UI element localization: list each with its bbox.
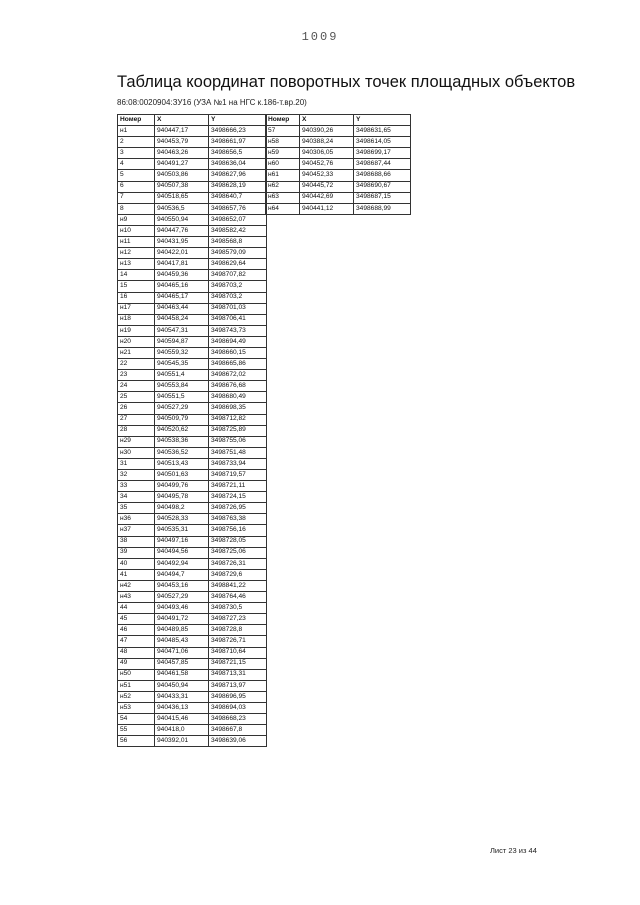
x-coordinate-cell: 940453,16	[155, 580, 209, 591]
y-coordinate-cell: 3498710,64	[209, 647, 267, 658]
point-number-cell: н30	[118, 447, 155, 458]
page-number: 1009	[301, 30, 339, 44]
y-coordinate-cell: 3498687,44	[354, 159, 411, 170]
y-coordinate-cell: 3498841,22	[209, 580, 267, 591]
table-row	[118, 725, 267, 736]
table-row	[118, 347, 267, 358]
point-number-cell: 3	[118, 148, 155, 159]
point-number-cell: н52	[118, 691, 155, 702]
point-number-cell: 57	[266, 126, 300, 137]
point-number-cell: 38	[118, 536, 155, 547]
y-coordinate-cell: 3498699,17	[354, 148, 411, 159]
table-row	[118, 547, 267, 558]
y-coordinate-cell: 3498713,97	[209, 680, 267, 691]
table-row	[118, 669, 267, 680]
y-coordinate-cell: 3498729,6	[209, 569, 267, 580]
table-row	[118, 603, 267, 614]
table-row	[118, 691, 267, 702]
table-row	[266, 170, 411, 181]
x-coordinate-cell: 940492,94	[155, 558, 209, 569]
coordinates-table-right	[265, 114, 411, 215]
point-number-cell: 25	[118, 392, 155, 403]
table-row	[118, 314, 267, 325]
y-coordinate-cell: 3498636,04	[209, 159, 267, 170]
point-number-cell: 47	[118, 636, 155, 647]
header-x: X	[155, 115, 209, 126]
header-y: Y	[354, 115, 411, 126]
x-coordinate-cell: 940501,63	[155, 470, 209, 481]
y-coordinate-cell: 3498627,96	[209, 170, 267, 181]
table-row	[118, 270, 267, 281]
y-coordinate-cell: 3498688,66	[354, 170, 411, 181]
table-row	[118, 425, 267, 436]
x-coordinate-cell: 940465,16	[155, 281, 209, 292]
point-number-cell: 8	[118, 203, 155, 214]
table-row	[118, 170, 267, 181]
table-row	[118, 403, 267, 414]
table-row	[118, 392, 267, 403]
y-coordinate-cell: 3498672,02	[209, 370, 267, 381]
table-row	[118, 414, 267, 425]
point-number-cell: н20	[118, 336, 155, 347]
table-row	[118, 203, 267, 214]
page-title: Таблица координат поворотных точек площадных объектов	[117, 73, 576, 91]
table-row	[118, 225, 267, 236]
point-number-cell: 4	[118, 159, 155, 170]
y-coordinate-cell: 3498694,49	[209, 336, 267, 347]
point-number-cell: 2	[118, 137, 155, 148]
table-row	[118, 702, 267, 713]
x-coordinate-cell: 940457,85	[155, 658, 209, 669]
y-coordinate-cell: 3498719,57	[209, 470, 267, 481]
point-number-cell: 48	[118, 647, 155, 658]
point-number-cell: 31	[118, 458, 155, 469]
x-coordinate-cell: 940465,17	[155, 292, 209, 303]
table-row	[266, 181, 411, 192]
point-number-cell: 27	[118, 414, 155, 425]
table-row	[118, 237, 267, 248]
x-coordinate-cell: 940489,85	[155, 625, 209, 636]
point-number-cell: 45	[118, 614, 155, 625]
header-number: Номер	[118, 115, 155, 126]
y-coordinate-cell: 3498666,23	[209, 126, 267, 137]
y-coordinate-cell: 3498706,41	[209, 314, 267, 325]
y-coordinate-cell: 3498665,86	[209, 359, 267, 370]
point-number-cell: н51	[118, 680, 155, 691]
x-coordinate-cell: 940493,46	[155, 603, 209, 614]
table-row	[118, 248, 267, 259]
y-coordinate-cell: 3498733,94	[209, 458, 267, 469]
table-row	[118, 614, 267, 625]
point-number-cell: 15	[118, 281, 155, 292]
y-coordinate-cell: 3498696,95	[209, 691, 267, 702]
x-coordinate-cell: 940520,62	[155, 425, 209, 436]
y-coordinate-cell: 3498631,65	[354, 126, 411, 137]
header-x: X	[300, 115, 354, 126]
x-coordinate-cell: 940392,01	[155, 736, 209, 747]
x-coordinate-cell: 940447,76	[155, 225, 209, 236]
y-coordinate-cell: 3498701,03	[209, 303, 267, 314]
table-row	[118, 181, 267, 192]
y-coordinate-cell: 3498656,5	[209, 148, 267, 159]
x-coordinate-cell: 940528,33	[155, 514, 209, 525]
point-number-cell: н18	[118, 314, 155, 325]
x-coordinate-cell: 940545,35	[155, 359, 209, 370]
x-coordinate-cell: 940388,24	[300, 137, 354, 148]
x-coordinate-cell: 940422,01	[155, 248, 209, 259]
y-coordinate-cell: 3498751,48	[209, 447, 267, 458]
y-coordinate-cell: 3498728,05	[209, 536, 267, 547]
point-number-cell: 32	[118, 470, 155, 481]
point-number-cell: н10	[118, 225, 155, 236]
y-coordinate-cell: 3498661,97	[209, 137, 267, 148]
y-coordinate-cell: 3498730,5	[209, 603, 267, 614]
x-coordinate-cell: 940453,79	[155, 137, 209, 148]
table-row	[118, 592, 267, 603]
table-row	[266, 159, 411, 170]
x-coordinate-cell: 940550,94	[155, 214, 209, 225]
y-coordinate-cell: 3498703,2	[209, 292, 267, 303]
table-row	[118, 159, 267, 170]
y-coordinate-cell: 3498756,16	[209, 525, 267, 536]
point-number-cell: н59	[266, 148, 300, 159]
y-coordinate-cell: 3498690,67	[354, 181, 411, 192]
point-number-cell: 5	[118, 170, 155, 181]
y-coordinate-cell: 3498667,8	[209, 725, 267, 736]
table-row	[118, 281, 267, 292]
y-coordinate-cell: 3498640,7	[209, 192, 267, 203]
y-coordinate-cell: 3498721,11	[209, 481, 267, 492]
table-row	[118, 458, 267, 469]
y-coordinate-cell: 3498725,06	[209, 547, 267, 558]
y-coordinate-cell: 3498703,2	[209, 281, 267, 292]
table-row	[118, 447, 267, 458]
table-row	[118, 680, 267, 691]
point-number-cell: н50	[118, 669, 155, 680]
y-coordinate-cell: 3498687,15	[354, 192, 411, 203]
point-number-cell: 35	[118, 503, 155, 514]
point-number-cell: 46	[118, 625, 155, 636]
point-number-cell: н9	[118, 214, 155, 225]
table-row	[266, 126, 411, 137]
point-number-cell: 28	[118, 425, 155, 436]
y-coordinate-cell: 3498707,82	[209, 270, 267, 281]
x-coordinate-cell: 940551,5	[155, 392, 209, 403]
x-coordinate-cell: 940499,76	[155, 481, 209, 492]
point-number-cell: 26	[118, 403, 155, 414]
sheet-counter: Лист 23 из 44	[490, 846, 537, 855]
table-header-row	[118, 115, 267, 126]
table-row	[118, 503, 267, 514]
x-coordinate-cell: 940498,2	[155, 503, 209, 514]
x-coordinate-cell: 940452,33	[300, 170, 354, 181]
table-row	[266, 137, 411, 148]
x-coordinate-cell: 940441,12	[300, 203, 354, 214]
y-coordinate-cell: 3498582,42	[209, 225, 267, 236]
table-row	[118, 292, 267, 303]
point-number-cell: н60	[266, 159, 300, 170]
point-number-cell: н11	[118, 237, 155, 248]
y-coordinate-cell: 3498639,06	[209, 736, 267, 747]
point-number-cell: 55	[118, 725, 155, 736]
x-coordinate-cell: 940538,36	[155, 436, 209, 447]
x-coordinate-cell: 940417,81	[155, 259, 209, 270]
point-number-cell: 24	[118, 381, 155, 392]
x-coordinate-cell: 940390,26	[300, 126, 354, 137]
y-coordinate-cell: 3498728,8	[209, 625, 267, 636]
x-coordinate-cell: 940463,26	[155, 148, 209, 159]
y-coordinate-cell: 3498726,31	[209, 558, 267, 569]
y-coordinate-cell: 3498629,64	[209, 259, 267, 270]
table-row	[118, 470, 267, 481]
table-row	[266, 192, 411, 203]
table-row	[118, 625, 267, 636]
y-coordinate-cell: 3498652,07	[209, 214, 267, 225]
table-row	[118, 436, 267, 447]
x-coordinate-cell: 940436,13	[155, 702, 209, 713]
table-row	[118, 536, 267, 547]
table-row	[118, 481, 267, 492]
x-coordinate-cell: 940433,31	[155, 691, 209, 702]
x-coordinate-cell: 940491,72	[155, 614, 209, 625]
point-number-cell: н43	[118, 592, 155, 603]
table-row	[266, 203, 411, 214]
point-number-cell: 34	[118, 492, 155, 503]
point-number-cell: н53	[118, 702, 155, 713]
x-coordinate-cell: 940459,36	[155, 270, 209, 281]
y-coordinate-cell: 3498688,99	[354, 203, 411, 214]
point-number-cell: н37	[118, 525, 155, 536]
table-row	[118, 325, 267, 336]
header-number: Номер	[266, 115, 300, 126]
x-coordinate-cell: 940507,38	[155, 181, 209, 192]
x-coordinate-cell: 940559,32	[155, 347, 209, 358]
point-number-cell: н36	[118, 514, 155, 525]
table-row	[118, 569, 267, 580]
table-row	[118, 359, 267, 370]
x-coordinate-cell: 940536,5	[155, 203, 209, 214]
table-row	[118, 580, 267, 591]
table-row	[118, 558, 267, 569]
x-coordinate-cell: 940306,05	[300, 148, 354, 159]
y-coordinate-cell: 3498726,95	[209, 503, 267, 514]
table-row	[118, 336, 267, 347]
x-coordinate-cell: 940445,72	[300, 181, 354, 192]
table-row	[118, 714, 267, 725]
point-number-cell: 40	[118, 558, 155, 569]
x-coordinate-cell: 940527,29	[155, 403, 209, 414]
point-number-cell: 41	[118, 569, 155, 580]
y-coordinate-cell: 3498725,89	[209, 425, 267, 436]
table-row	[118, 137, 267, 148]
point-number-cell: н62	[266, 181, 300, 192]
y-coordinate-cell: 3498724,15	[209, 492, 267, 503]
point-number-cell: н19	[118, 325, 155, 336]
point-number-cell: 16	[118, 292, 155, 303]
point-number-cell: 39	[118, 547, 155, 558]
table-row	[118, 658, 267, 669]
y-coordinate-cell: 3498721,15	[209, 658, 267, 669]
y-coordinate-cell: 3498628,19	[209, 181, 267, 192]
x-coordinate-cell: 940463,44	[155, 303, 209, 314]
y-coordinate-cell: 3498694,03	[209, 702, 267, 713]
table-row	[118, 736, 267, 747]
point-number-cell: н13	[118, 259, 155, 270]
y-coordinate-cell: 3498676,68	[209, 381, 267, 392]
y-coordinate-cell: 3498713,31	[209, 669, 267, 680]
table-row	[118, 214, 267, 225]
x-coordinate-cell: 940518,65	[155, 192, 209, 203]
table-row	[118, 492, 267, 503]
table-row	[118, 525, 267, 536]
table-row	[118, 514, 267, 525]
y-coordinate-cell: 3498680,49	[209, 392, 267, 403]
x-coordinate-cell: 940495,78	[155, 492, 209, 503]
x-coordinate-cell: 940442,69	[300, 192, 354, 203]
x-coordinate-cell: 940450,94	[155, 680, 209, 691]
x-coordinate-cell: 940447,17	[155, 126, 209, 137]
table-row	[118, 192, 267, 203]
table-row	[118, 381, 267, 392]
point-number-cell: 22	[118, 359, 155, 370]
y-coordinate-cell: 3498712,82	[209, 414, 267, 425]
point-number-cell: н1	[118, 126, 155, 137]
x-coordinate-cell: 940491,27	[155, 159, 209, 170]
table-row	[118, 647, 267, 658]
point-number-cell: 33	[118, 481, 155, 492]
point-number-cell: н12	[118, 248, 155, 259]
point-number-cell: н42	[118, 580, 155, 591]
point-number-cell: н17	[118, 303, 155, 314]
y-coordinate-cell: 3498743,73	[209, 325, 267, 336]
table-row	[118, 148, 267, 159]
parcel-subtitle: 86:08:0020904:ЗУ16 (УЗА №1 на НГС к.186-т.вр.20)	[117, 98, 307, 107]
x-coordinate-cell: 940415,46	[155, 714, 209, 725]
y-coordinate-cell: 3498727,23	[209, 614, 267, 625]
x-coordinate-cell: 940509,79	[155, 414, 209, 425]
x-coordinate-cell: 940458,24	[155, 314, 209, 325]
x-coordinate-cell: 940497,16	[155, 536, 209, 547]
point-number-cell: 23	[118, 370, 155, 381]
table-row	[118, 259, 267, 270]
header-y: Y	[209, 115, 267, 126]
point-number-cell: н58	[266, 137, 300, 148]
x-coordinate-cell: 940418,0	[155, 725, 209, 736]
coordinates-table-left	[117, 114, 267, 747]
point-number-cell: н21	[118, 347, 155, 358]
x-coordinate-cell: 940551,4	[155, 370, 209, 381]
y-coordinate-cell: 3498698,35	[209, 403, 267, 414]
x-coordinate-cell: 940494,7	[155, 569, 209, 580]
y-coordinate-cell: 3498568,8	[209, 237, 267, 248]
x-coordinate-cell: 940471,06	[155, 647, 209, 658]
point-number-cell: 7	[118, 192, 155, 203]
y-coordinate-cell: 3498614,05	[354, 137, 411, 148]
point-number-cell: 56	[118, 736, 155, 747]
y-coordinate-cell: 3498764,46	[209, 592, 267, 603]
table-row	[118, 303, 267, 314]
y-coordinate-cell: 3498763,38	[209, 514, 267, 525]
x-coordinate-cell: 940485,43	[155, 636, 209, 647]
x-coordinate-cell: 940494,56	[155, 547, 209, 558]
point-number-cell: н64	[266, 203, 300, 214]
x-coordinate-cell: 940452,76	[300, 159, 354, 170]
x-coordinate-cell: 940431,95	[155, 237, 209, 248]
point-number-cell: н61	[266, 170, 300, 181]
x-coordinate-cell: 940536,52	[155, 447, 209, 458]
table-row	[118, 126, 267, 137]
x-coordinate-cell: 940594,87	[155, 336, 209, 347]
table-row	[118, 636, 267, 647]
x-coordinate-cell: 940527,29	[155, 592, 209, 603]
point-number-cell: 49	[118, 658, 155, 669]
table-row	[266, 148, 411, 159]
x-coordinate-cell: 940503,86	[155, 170, 209, 181]
point-number-cell: н29	[118, 436, 155, 447]
y-coordinate-cell: 3498660,15	[209, 347, 267, 358]
point-number-cell: 6	[118, 181, 155, 192]
point-number-cell: 54	[118, 714, 155, 725]
x-coordinate-cell: 940547,31	[155, 325, 209, 336]
y-coordinate-cell: 3498579,09	[209, 248, 267, 259]
x-coordinate-cell: 940461,58	[155, 669, 209, 680]
point-number-cell: н63	[266, 192, 300, 203]
point-number-cell: 44	[118, 603, 155, 614]
y-coordinate-cell: 3498668,23	[209, 714, 267, 725]
x-coordinate-cell: 940553,84	[155, 381, 209, 392]
y-coordinate-cell: 3498726,71	[209, 636, 267, 647]
x-coordinate-cell: 940535,31	[155, 525, 209, 536]
y-coordinate-cell: 3498657,76	[209, 203, 267, 214]
y-coordinate-cell: 3498755,06	[209, 436, 267, 447]
table-header-row	[266, 115, 411, 126]
table-row	[118, 370, 267, 381]
x-coordinate-cell: 940513,43	[155, 458, 209, 469]
point-number-cell: 14	[118, 270, 155, 281]
